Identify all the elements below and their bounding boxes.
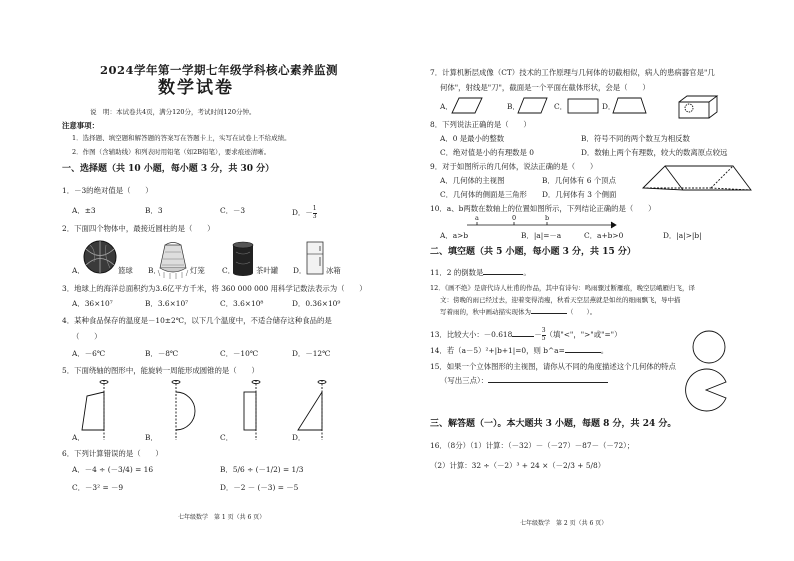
q7-letter-c: C．	[554, 102, 568, 111]
q6-option-b: B．5/6 ÷ (－1/2) = 1/3	[220, 465, 304, 474]
question-13: 13．比较大小：－0.618 － $\frac{3}{5}$ （填"<"，">"或"="）	[430, 327, 622, 342]
q10-option-d: D．|a|>|b|	[663, 231, 702, 240]
notice-heading: 注意事项：	[62, 121, 99, 130]
q8-option-a: A．0 是最小的整数	[440, 134, 505, 143]
q8-option-c: C．绝对值是小的有理数是 0	[440, 148, 535, 157]
question-11: 11．2 的倒数是 。	[430, 268, 531, 277]
q1-option-a: A．±3	[72, 206, 96, 215]
q3-option-d: D．0.36×10⁹	[292, 299, 341, 308]
q9-option-d: D．几何体有 3 个侧面	[542, 190, 617, 199]
q9-option-a: A．几何体的主视图	[440, 176, 505, 185]
q2-label-lantern: 灯笼	[190, 266, 205, 275]
q2-letter-b: B．	[148, 266, 161, 275]
q5-letter-a: A．	[72, 433, 85, 442]
q4-option-d: D．－12℃	[292, 349, 331, 358]
question-12-line-2: 文：傍晚的雨已经过去，迎着变得消瘦，秋看天空层燕就是如丝的细雨飘飞，导中描	[440, 296, 681, 304]
q10-axis-label-0: 0	[512, 214, 517, 222]
q5-figure-d	[298, 380, 326, 440]
q5-letter-b: B．	[145, 433, 158, 442]
question-12-line-3: 写着雨的，秋中画动描实现体为 （ ）。	[440, 308, 597, 316]
question-16-part-1: 16．（8分）（1）计算：（－32）－（－27）－87－（－72）；	[430, 441, 635, 450]
q2-label-basketball: 篮球	[118, 266, 133, 275]
q10-option-b: B．|a|=－a	[521, 231, 562, 240]
question-6: 6．下列计算错误的是（ ）	[62, 449, 163, 458]
q5-figure-a	[82, 380, 108, 440]
q1-option-c: C．－3	[220, 206, 246, 215]
question-15-line-1: 15．如果一个立体图形的主视图，请你从不同的角度描述这个几何体的特点	[430, 362, 676, 371]
q4-paren: （ ）	[72, 332, 102, 341]
section-3-heading: 三、解答题（一）。本大题共 3 小题，每题 8 分，共 24 分。	[430, 419, 677, 429]
exam-subject: 数学试卷	[158, 78, 234, 98]
exam-title: 2024学年第一学期七年级学科核心素养监测	[100, 63, 339, 77]
question-15-line-2: （写出三点）：	[440, 376, 608, 385]
question-7-line-1: 7．计算机断层成像（CT）技术的工作原理与几何体的切截相似，病人的患病器官是"几	[430, 68, 715, 77]
q5-letter-c: C．	[220, 433, 234, 442]
q7-letter-b: B．	[507, 102, 520, 111]
q1-fraction: $\frac{1}{3}$	[312, 205, 317, 220]
q3-option-a: A．36×10⁷	[72, 299, 113, 308]
question-12-line-1: 12．《画不绝》是唐代诗人杜甫的作品，其中有诗句：鸣雨骤过断雁痕，晚空层峨雁归飞，译	[430, 284, 696, 292]
question-8: 8．下列说法正确的是（ ）	[430, 120, 531, 129]
q3-option-b: B．3.6×10⁷	[145, 299, 189, 308]
q10-option-c: C．a+b>0	[584, 231, 624, 240]
question-5: 5．下面绕轴的图形中，能旋转一周能形成圆锥的是（ ）	[62, 366, 259, 375]
q10-option-a: A．a>b	[440, 231, 469, 240]
section-1-heading: 一、选择题（共 10 小题，每小题 3 分，共 30 分）	[62, 164, 275, 174]
q9-option-b: B．几何体有 6 个顶点	[542, 176, 616, 185]
q15-front-view-figure	[397, 0, 794, 561]
q2-letter-a: A．	[72, 266, 85, 275]
q8-option-b: B．符号不同的两个数互为相反数	[581, 134, 690, 143]
page-2	[397, 0, 794, 561]
q2-label-fridge: 冰箱	[326, 266, 341, 275]
q7-letter-a: A．	[440, 102, 453, 111]
page-2-footer: 七年级数学 第 2 页（共 6 页）	[520, 520, 608, 527]
question-14: 14．若（a－5）²+|b+1|=0，则 b^a= 。	[430, 346, 609, 355]
q2-letter-c: C．	[222, 266, 236, 275]
q10-axis-label-a: a	[475, 214, 479, 222]
question-3: 3．地球上的海洋总面积约为3.6亿平方千米，将 360 000 000 用科学记数法表示为（ ）	[62, 284, 367, 293]
q5-figure-c	[244, 380, 260, 440]
q3-option-c: C．3.6×10⁸	[220, 299, 264, 308]
exam-instructions: 说 明：本试卷共4页，满分120分，考试时间120分钟。	[90, 108, 256, 116]
question-16-part-2: （2）计算：32 ÷（－2）³ + 24 ×（－2/3 + 5/8）	[430, 461, 606, 470]
q1-option-d: D．－ $\frac{1}{3}$	[292, 205, 317, 220]
q7-letter-d: D．	[602, 102, 616, 111]
q2-label-tea-can: 茶叶罐	[256, 266, 279, 275]
page-1-footer: 七年级数学 第 1 页（共 6 页）	[178, 514, 266, 521]
question-9: 9．对于如图所示的几何体，说法正确的是（ ）	[430, 162, 598, 171]
q5-figure-b	[172, 380, 195, 440]
notice-2: 2．作图（含辅助线）和列表时用铅笔（如2B铅笔），要求痕迹清晰。	[72, 148, 271, 156]
q4-option-b: B．－8℃	[145, 349, 179, 358]
question-1: 1．－3的绝对值是（ ）	[62, 186, 153, 195]
q10-axis-label-b: b	[545, 214, 550, 222]
question-2: 2．下面四个物体中，最接近圆柱的是（ ）	[62, 224, 215, 233]
q2-letter-d: D．	[293, 266, 307, 275]
q6-option-a: A．－4 ÷ (－3/4) = 16	[72, 465, 154, 474]
section-2-heading: 二、填空题（共 5 小题，每小题 3 分，共 15 分）	[430, 247, 636, 257]
q13-fraction: $\frac{3}{5}$	[541, 327, 546, 342]
q9-option-c: C．几何体的侧面是三角形	[440, 190, 527, 199]
q5-letter-d: D．	[292, 433, 306, 442]
question-10: 10．a、b两数在数轴上的位置如图所示，下列结论正确的是（ ）	[430, 204, 656, 213]
q4-option-c: C．－10℃	[220, 349, 259, 358]
notice-1: 1．选择题、填空题和解答题的答案写在答题卡上，实写在试卷上不给成绩。	[72, 134, 291, 142]
q4-option-a: A．－6℃	[72, 349, 106, 358]
question-7-line-2: 何体"，射线是"刀"，截面是一个平面在截体形状，会是（ ）	[440, 83, 650, 92]
q6-option-c: C．－3² = －9	[72, 483, 124, 492]
q6-option-d: D．－2 － (－3) = －5	[220, 483, 299, 492]
q8-option-d: D．数轴上两个有理数，较大的数离原点较远	[581, 148, 728, 157]
question-4: 4．某种食品保存的温度是－10±2℃，以下几个温度中，不适合储存这种食品的是	[62, 316, 332, 325]
q1-option-b: B．3	[145, 206, 163, 215]
